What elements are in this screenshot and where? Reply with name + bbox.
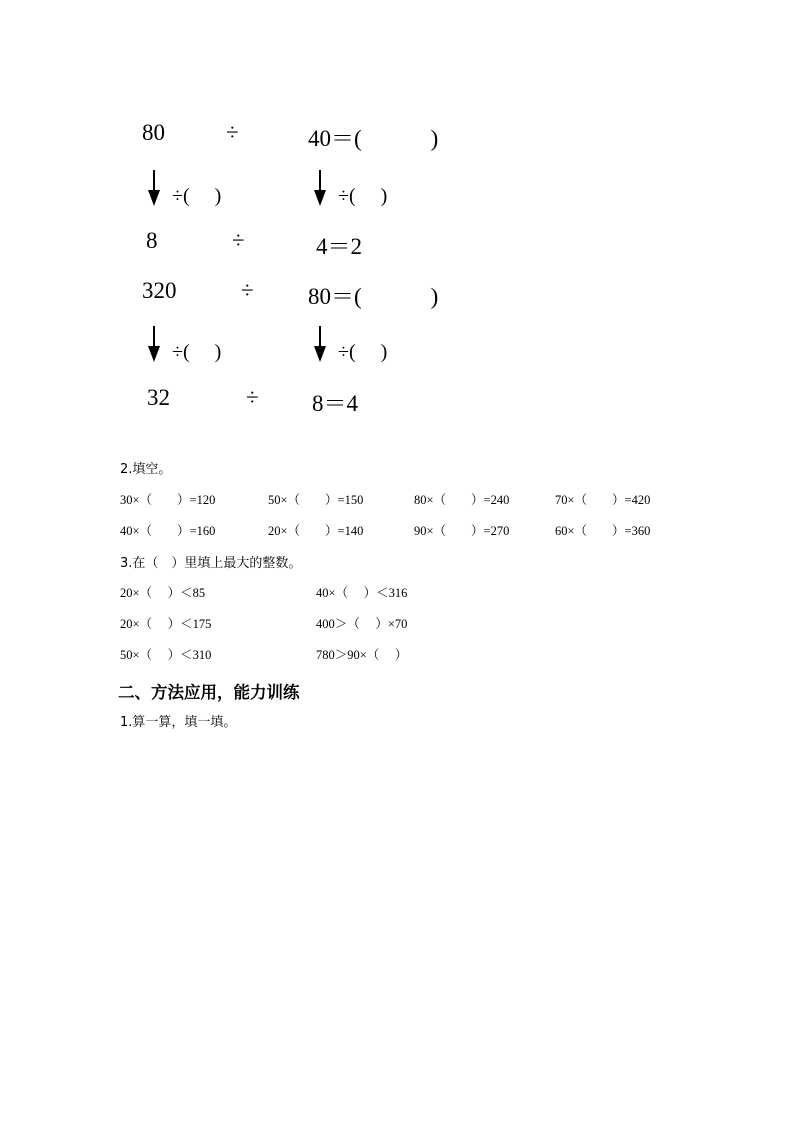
block2-divide-sign: ÷ [241,278,254,303]
block1-arrow-left-blank: ÷( ) [172,185,222,207]
section2-q1-title: 1.算一算，填一填。 [120,715,237,730]
block2-dividend: 320 [142,278,177,303]
block2-new-dividend: 32 [147,385,170,410]
q3-item: 20×（ ）＜85 [120,586,206,600]
block2-result-equation: 8＝4 [312,391,358,416]
section-heading: 二、方法应用，能力训练 [118,683,300,702]
block1-arrow-right-blank: ÷( ) [338,185,388,207]
block1-divide-sign-2: ÷ [232,228,245,253]
block2-arrow-right-blank: ÷( ) [338,341,388,363]
down-arrow-icon [313,326,327,362]
q2-item: 80×（ ）=240 [414,493,510,507]
down-arrow-icon [147,170,161,206]
q3-item: 780＞90×（ ） [316,648,408,662]
block2-divisor-equation: 80＝( ) [308,284,439,309]
down-arrow-icon [147,326,161,362]
block1-divisor-equation: 40＝( ) [308,126,439,151]
q2-title: 2.填空。 [120,462,172,477]
q2-item: 70×（ ）=420 [555,493,651,507]
block2-arrow-left-blank: ÷( ) [172,341,222,363]
q3-item: 400＞（ ）×70 [316,617,408,631]
block1-dividend: 80 [142,120,165,145]
q3-item: 40×（ ）＜316 [316,586,408,600]
q2-item: 90×（ ）=270 [414,524,510,538]
q2-item: 40×（ ）=160 [120,524,216,538]
block2-divide-sign-2: ÷ [246,385,259,410]
block1-divide-sign: ÷ [226,120,239,145]
q2-item: 50×（ ）=150 [268,493,364,507]
q2-item: 60×（ ）=360 [555,524,651,538]
down-arrow-icon [313,170,327,206]
q2-item: 20×（ ）=140 [268,524,364,538]
q3-item: 20×（ ）＜175 [120,617,212,631]
q2-item: 30×（ ）=120 [120,493,216,507]
q3-item: 50×（ ）＜310 [120,648,212,662]
block1-result-equation: 4＝2 [316,234,362,259]
q3-title: 3.在（ ）里填上最大的整数。 [120,556,302,571]
block1-new-dividend: 8 [146,228,158,253]
